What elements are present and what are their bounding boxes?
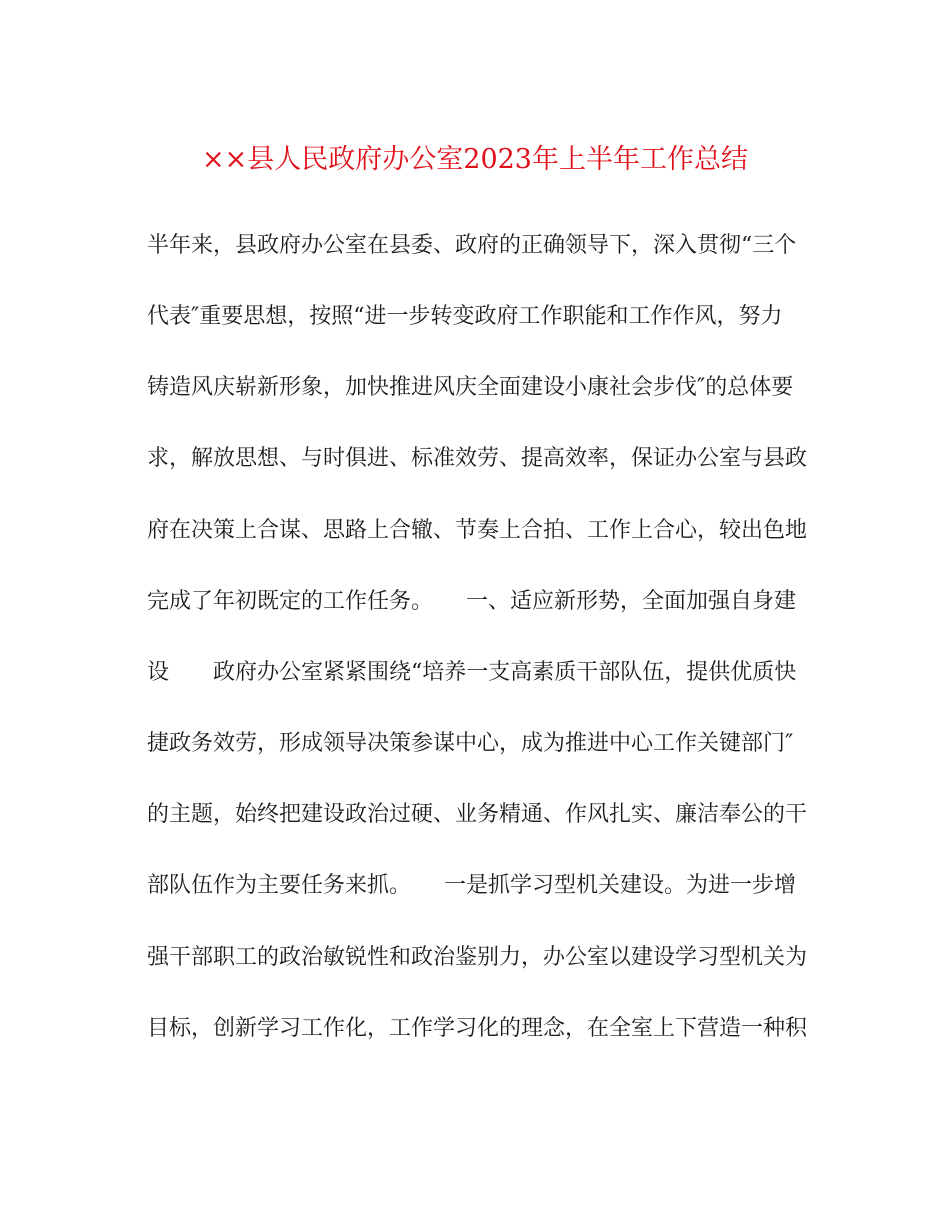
body-line: 捷政务效劳，形成领导决策参谋中心，成为推进中心工作关键部门″ [147, 731, 794, 756]
body-line: 铸造风庆崭新形象，加快推进风庆全面建设小康社会步伐″的总体要 [147, 375, 794, 400]
body-line: 代表″重要思想，按照“进一步转变政府工作职能和工作作风，努力 [147, 304, 783, 329]
body-line: 目标，创新学习工作化，工作学习化的理念，在全室上下营造一种积 [147, 1016, 808, 1041]
body-line: 部队伍作为主要任务来抓。 一是抓学习型机关建设。为进一步增 [147, 873, 797, 898]
body-line: 完成了年初既定的工作任务。 一、适应新形势，全面加强自身建 [147, 589, 797, 614]
body-line: 求，解放思想、与时俱进、标准效劳、提高效率，保证办公室与县政 [147, 446, 808, 471]
body-line: 府在决策上合谋、思路上合辙、节奏上合拍、工作上合心，较出色地 [147, 518, 808, 543]
document-title: ××县人民政府办公室2023年上半年工作总结 [202, 144, 748, 175]
body-line: 的主题，始终把建设政治过硬、业务精通、作风扎实、廉洁奉公的干 [147, 802, 808, 827]
body-line: 设 政府办公室紧紧围绕“培养一支高素质干部队伍，提供优质快 [147, 660, 797, 685]
body-line: 半年来，县政府办公室在县委、政府的正确领导下，深入贯彻“三个 [147, 233, 797, 258]
body-line: 强干部职工的政治敏锐性和政治鉴别力，办公室以建设学习型机关为 [147, 945, 808, 970]
